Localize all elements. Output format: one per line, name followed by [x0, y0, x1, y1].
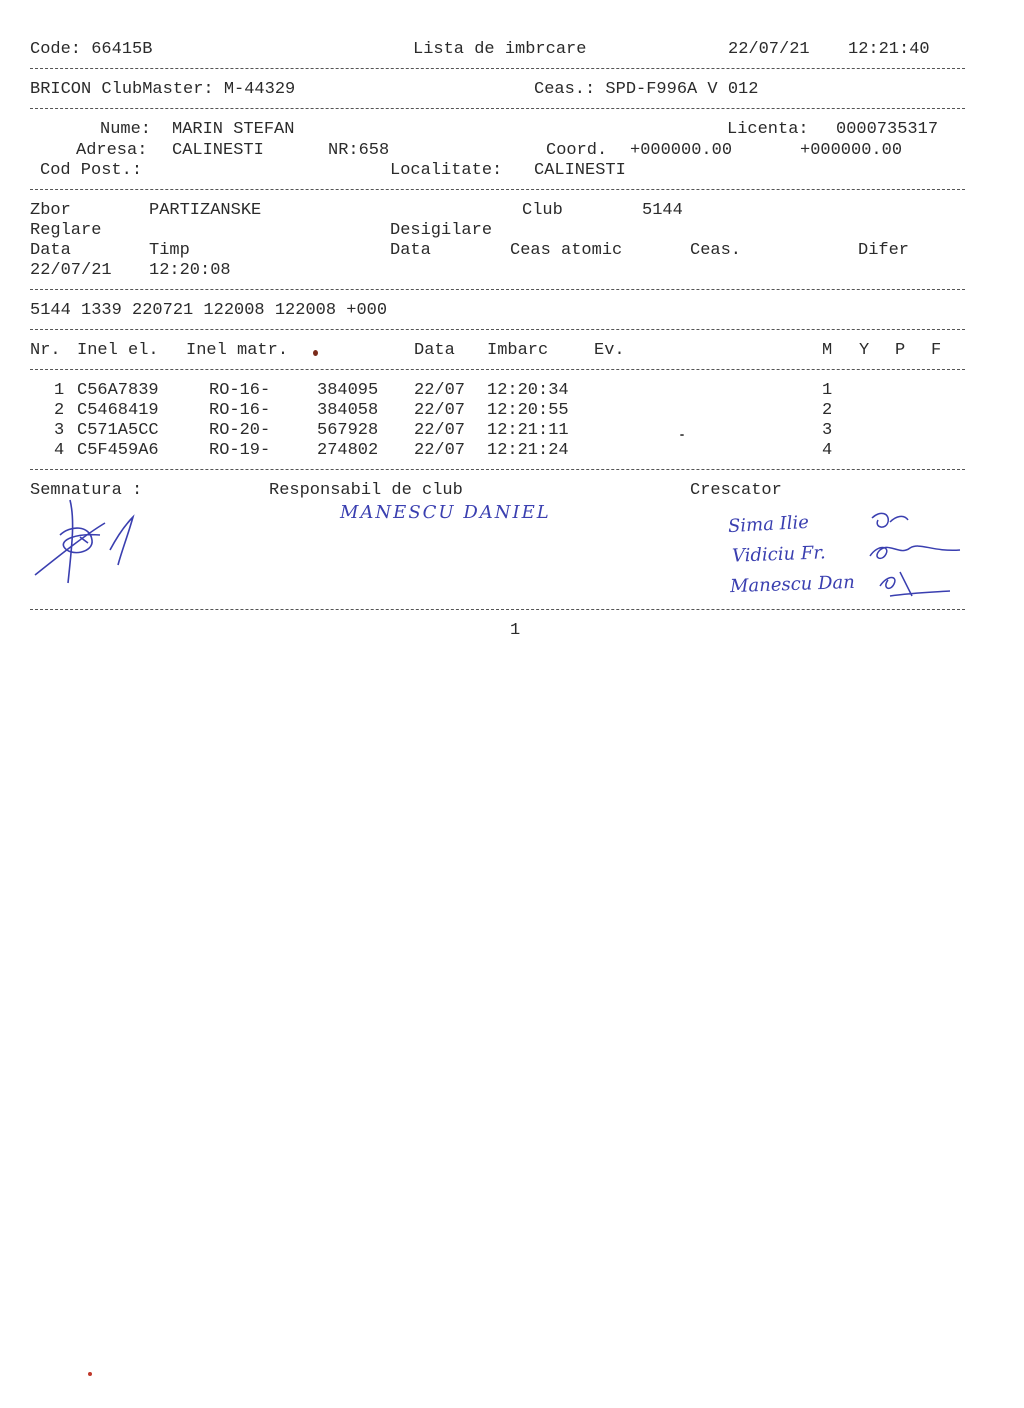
divider: [30, 289, 965, 290]
row-ring-number: 567928: [317, 421, 379, 440]
adresa-label: Adresa:: [76, 141, 148, 160]
coord-label: Coord.: [546, 141, 608, 160]
scan-speck: [88, 1372, 92, 1376]
crescator-handwriting-3: Manescu Dan: [729, 571, 856, 598]
divider: [30, 189, 965, 190]
ink-dot: [313, 350, 318, 356]
address-number: NR:658: [328, 141, 390, 160]
licenta-label: Licenta:: [727, 120, 809, 139]
divider: [30, 68, 965, 69]
ceas-header: Ceas.: [690, 241, 742, 260]
row-date: 22/07: [414, 381, 466, 400]
row-nr: 2: [54, 401, 65, 420]
document-title: Lista de imbrcare: [413, 40, 587, 59]
signature-crescator: [860, 508, 970, 603]
clubmaster-id: BRICON ClubMaster: M-44329: [30, 80, 296, 99]
row-date: 22/07: [414, 401, 466, 420]
col-y: Y: [859, 341, 870, 360]
desigilare-label: Desigilare: [390, 221, 493, 240]
row-ring-prefix: RO-19-: [209, 441, 271, 460]
divider: [30, 469, 965, 470]
row-date: 22/07: [414, 441, 466, 460]
row-m: 2: [822, 401, 833, 420]
row-m: 4: [822, 441, 833, 460]
zbor-label: Zbor: [30, 201, 71, 220]
zbor-value: PARTIZANSKE: [149, 201, 262, 220]
row-m: 1: [822, 381, 833, 400]
coord-lon: +000000.00: [800, 141, 903, 160]
divider: [30, 609, 965, 610]
crescator-handwriting-1: Sima Ilie: [727, 511, 810, 538]
cod-post-label: Cod Post.:: [40, 161, 143, 180]
col-imbarc: Imbarc: [487, 341, 549, 360]
row-time: 12:20:34: [487, 381, 569, 400]
responsabil-handwriting: MANESCU DANIEL: [340, 502, 551, 523]
localitate-value: CALINESTI: [534, 161, 626, 180]
difer-header: Difer: [858, 241, 910, 260]
crescator-handwriting-2: Vidiciu Fr.: [731, 542, 827, 567]
responsabil-label: Responsabil de club: [269, 481, 463, 500]
reglare-data-header: Data: [30, 241, 71, 260]
row-ring-number: 384058: [317, 401, 379, 420]
col-nr: Nr.: [30, 341, 61, 360]
coord-lat: +000000.00: [630, 141, 733, 160]
adresa-value: CALINESTI: [172, 141, 264, 160]
row-time: 12:20:55: [487, 401, 569, 420]
row-nr: 1: [54, 381, 65, 400]
col-m: M: [822, 341, 833, 360]
row-time: 12:21:24: [487, 441, 569, 460]
col-f: F: [931, 341, 942, 360]
code-line: 5144 1339 220721 122008 122008 +000: [30, 301, 388, 320]
document-time: 12:21:40: [848, 40, 930, 59]
page-number: 1: [510, 621, 521, 640]
row-time: 12:21:11: [487, 421, 569, 440]
document-code: Code: 66415B: [30, 40, 153, 59]
localitate-label: Localitate:: [390, 161, 503, 180]
clock-id: Ceas.: SPD-F996A V 012: [534, 80, 759, 99]
row-m: 3: [822, 421, 833, 440]
club-label: Club: [522, 201, 563, 220]
scan-speck: [680, 434, 684, 436]
club-value: 5144: [642, 201, 683, 220]
document-date: 22/07/21: [728, 40, 810, 59]
reglare-time: 12:20:08: [149, 261, 231, 280]
ceas-atomic-header: Ceas atomic: [510, 241, 623, 260]
col-p: P: [895, 341, 906, 360]
col-data: Data: [414, 341, 455, 360]
row-inel-el: C5F459A6: [77, 441, 159, 460]
reglare-label: Reglare: [30, 221, 102, 240]
divider: [30, 369, 965, 370]
row-nr: 3: [54, 421, 65, 440]
signature-semnatura: [30, 495, 150, 590]
row-ring-prefix: RO-20-: [209, 421, 271, 440]
col-ev: Ev.: [594, 341, 625, 360]
row-inel-el: C571A5CC: [77, 421, 159, 440]
divider: [30, 329, 965, 330]
reglare-date: 22/07/21: [30, 261, 112, 280]
divider: [30, 108, 965, 109]
desigilare-data-header: Data: [390, 241, 431, 260]
col-inel-el: Inel el.: [77, 341, 159, 360]
row-ring-number: 274802: [317, 441, 379, 460]
row-nr: 4: [54, 441, 65, 460]
row-ring-prefix: RO-16-: [209, 401, 271, 420]
licenta-value: 0000735317: [836, 120, 939, 139]
nume-label: Nume:: [100, 120, 152, 139]
row-inel-el: C5468419: [77, 401, 159, 420]
row-ring-prefix: RO-16-: [209, 381, 271, 400]
crescator-label: Crescator: [690, 481, 782, 500]
reglare-timp-header: Timp: [149, 241, 190, 260]
row-date: 22/07: [414, 421, 466, 440]
semnatura-label: Semnatura :: [30, 481, 143, 500]
nume-value: MARIN STEFAN: [172, 120, 295, 139]
row-inel-el: C56A7839: [77, 381, 159, 400]
col-inel-matr: Inel matr.: [186, 341, 289, 360]
row-ring-number: 384095: [317, 381, 379, 400]
